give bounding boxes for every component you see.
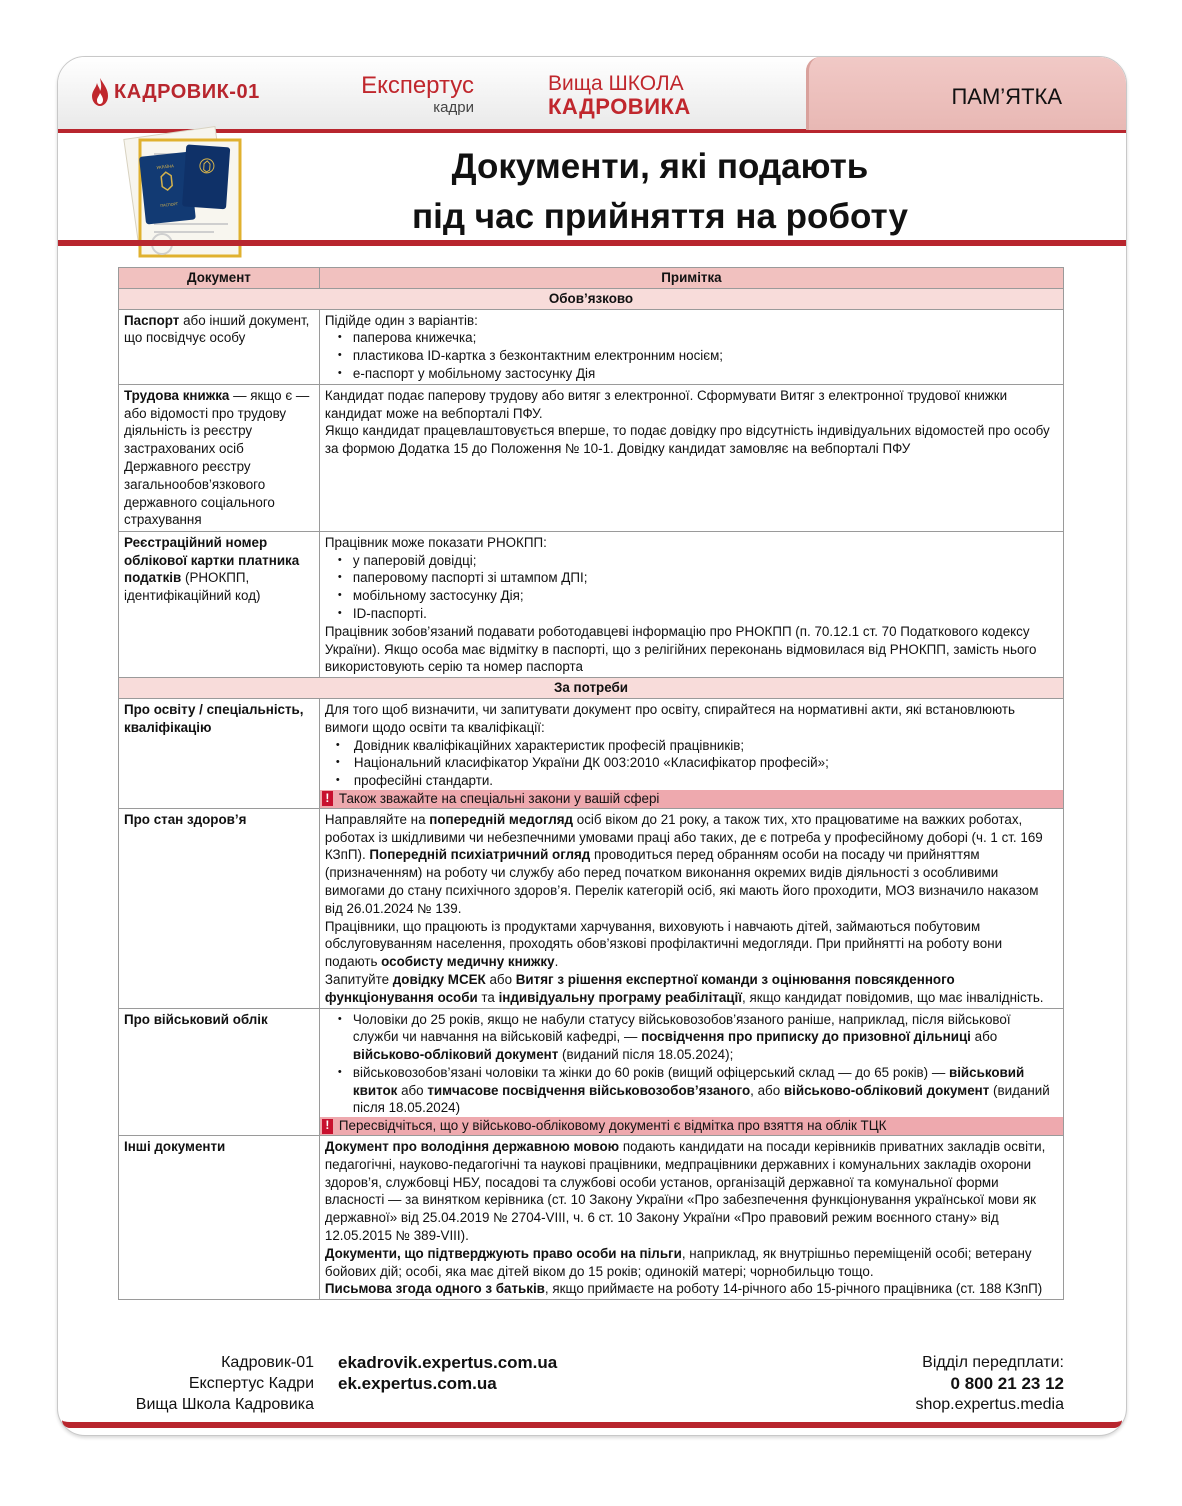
text-span: осіб віком до 21 року, а також тих, хто працюватиме на важких роботах, роботах із шкідливими чи небезпечними умовами праці або таких, де є потреба у професійному доборі (ч. 1 ст. 169 КЗпП). <box>324 811 1043 863</box>
text-span: проводиться перед обранням особи на посаду чи прийняттям (призначенням) на роботу чи службу або перед початком виконання окремих видів діяльності з особливими вимогами до стану психічного здоров’я. Перелік категорій осіб, які мають його проходити, МОЗ визначило наказом від 26.01.2024 № 139. <box>324 847 1039 916</box>
text-span-bold: Письмова згода одного з батьків <box>324 1281 545 1297</box>
text-span: (виданий після 18.05.2024) <box>352 1082 1050 1116</box>
note-paragraph: Якщо кандидат працевлаштовується вперше, то подає довідку про відсутність індивідуальних відомостей про особу за формою Додатка 15 до Положення № 10-1. Довідку кандидат замовляє на вебпорталі ПФУ <box>324 423 1050 457</box>
table-row-military <box>119 1008 1064 1136</box>
title-rule <box>58 240 1126 246</box>
text-span-bold: Документ про володіння державною мовою <box>324 1139 620 1155</box>
note-cell-workbook <box>319 384 1063 531</box>
section-row-optional <box>119 678 1064 699</box>
text-span-bold: тимчасове посвідчення військовозобов’язаного <box>427 1082 751 1098</box>
note-paragraph <box>325 1280 1058 1298</box>
text-span: . <box>554 954 559 970</box>
note-cell-military <box>319 1008 1063 1136</box>
logo2-line1: Експертус <box>361 72 474 99</box>
section-title-optional: За потреби <box>119 678 1064 699</box>
logo2-line2: кадри <box>433 99 474 116</box>
note-paragraph <box>325 918 1058 971</box>
text-span: (виданий після 18.05.2024); <box>558 1047 734 1063</box>
note-cell-education <box>319 698 1063 808</box>
list-item: • професійні стандарти. <box>335 772 1058 790</box>
text-span: , якщо приймаєте на роботу 14-річного або 15-річного працівника (ст. 188 КЗпП) <box>544 1281 1043 1297</box>
text-span-bold: військово-обліковий документ <box>352 1047 559 1063</box>
text-span-bold: індивідуальну програму реабілітації <box>498 989 743 1005</box>
doc-name-rest: або інший документ, що посвідчує особу <box>124 312 310 346</box>
table-row-passport <box>119 309 1064 384</box>
text-span: , якщо кандидат повідомив, що має інвалідність. <box>742 989 1044 1005</box>
svg-text:ПАСПОРТ: ПАСПОРТ <box>160 202 179 208</box>
doc-name-bold: Паспорт <box>124 312 180 328</box>
list-item: • у паперовій довідці; <box>337 552 1058 570</box>
doc-cell-rnokpp <box>119 531 320 677</box>
text-span: або <box>485 971 516 987</box>
text-span-bold: довідку МСЕК <box>392 971 486 987</box>
text-span-bold: Витяг з рішення експертної команди з оцінювання повсякденного функціонування особи <box>324 971 955 1005</box>
footer-links <box>338 1352 557 1394</box>
text-span: та <box>477 989 499 1005</box>
text-span-bold: посвідчення про приписку до призовної дільниці <box>641 1029 971 1045</box>
table-row-other <box>119 1136 1064 1300</box>
note-paragraph <box>325 1138 1058 1245</box>
doc-cell-passport <box>119 309 320 384</box>
footer-link-ek[interactable]: ek.expertus.com.ua <box>338 1374 497 1393</box>
footer-pub-3: Вища Школа Кадровика <box>135 1396 314 1413</box>
bottom-rule <box>62 1420 1122 1428</box>
rnokpp-sources-list <box>325 552 1058 623</box>
footer-pub-1: Кадровик-01 <box>221 1354 314 1371</box>
warning-text: Пересвідчіться, що у військово-обліковому документі є відмітка про взяття на облік ТЦК <box>338 1118 887 1134</box>
text-span: Працівники, що працюють із продуктами харчування, виховують і навчають дітей, займаються побутовим обслуговуванням населення, проходять обов’язкові профілактичні медогляди. При прийнятті на роботу вони подають <box>324 918 1003 970</box>
note-paragraph: Кандидат подає паперову трудову або витяг з електронної. Сформувати Витяг з електронної трудової книжки кандидат може на вебпорталі ПФУ. <box>324 387 1008 421</box>
note-cell-passport <box>319 309 1063 384</box>
exclamation-icon: ! <box>322 791 333 806</box>
list-item: • е-паспорт у мобільному застосунку Дія <box>337 365 1058 383</box>
list-item: • паперовому паспорті зі штампом ДПІ; <box>337 569 1058 587</box>
table-row-workbook <box>119 384 1064 531</box>
text-span: військовозобов’язані чоловіки та жінки до 60 років (вищий офіцерський склад — до 65 років) — <box>352 1064 949 1080</box>
warning-text: Також зважайте на спеціальні закони у вашій сфері <box>338 790 660 806</box>
doc-name-bold: Трудова книжка <box>124 387 230 403</box>
note-paragraph <box>325 1245 1058 1281</box>
list-item <box>337 1011 1058 1064</box>
text-span-bold: особисту медичну книжку <box>381 954 555 970</box>
text-span: Направляйте на <box>324 811 430 827</box>
logo3-line2: КАДРОВИКА <box>548 94 691 119</box>
table-row-education <box>119 698 1064 808</box>
footer-subscription-label: Відділ передплати: <box>922 1354 1064 1371</box>
memo-tab-label: ПАМ’ЯТКА <box>951 84 1062 109</box>
doc-cell-other: Інші документи <box>119 1136 320 1300</box>
doc-cell-health: Про стан здоров’я <box>119 808 320 1008</box>
list-item: • пластикова ID-картка з безконтактним електронним носієм; <box>337 347 1058 365</box>
kadrovik-logo[interactable] <box>90 74 260 110</box>
footer-shop-link[interactable]: shop.expertus.media <box>915 1396 1064 1413</box>
note-cell-rnokpp <box>319 531 1063 677</box>
footer-pub-2: Експертус Кадри <box>188 1375 314 1392</box>
text-span-bold: Попередній психіатричний огляд <box>369 847 591 863</box>
table-row-rnokpp <box>119 531 1064 677</box>
table-row-health <box>119 808 1064 1008</box>
documents-table <box>118 267 1064 1300</box>
svg-text:УКРАЇНА: УКРАЇНА <box>156 163 175 171</box>
note-intro: Підійде один з варіантів: <box>324 312 478 328</box>
note-intro: Для того щоб визначити, чи запитувати документ про освіту, спирайтеся на нормативні акти, які встановлюють вимоги щодо освіти та кваліфікації: <box>324 701 1015 735</box>
text-span: , або <box>750 1082 784 1098</box>
text-span: , наприклад, як внутрішньо переміщеній особі; ветерану бойових дій; особі, яка має дітей віком до 15 років; одинокій матері; чорнобильцю тощо. <box>324 1245 1032 1279</box>
column-header-document: Документ <box>119 268 320 289</box>
footer-publications <box>118 1352 314 1415</box>
doc-name-rest: (РНОКПП, ідентифікаційний код) <box>124 570 261 604</box>
table-header-row <box>119 268 1064 289</box>
list-item <box>337 1064 1058 1117</box>
expertus-logo[interactable] <box>350 72 474 116</box>
exclamation-icon: ! <box>322 1119 333 1134</box>
text-span-bold: попередній медогляд <box>429 811 574 827</box>
text-span: або <box>397 1082 428 1098</box>
page-title <box>330 142 990 242</box>
title-line1: Документи, які подають <box>451 147 869 186</box>
footer-link-ekadrovik[interactable]: ekadrovik.expertus.com.ua <box>338 1353 558 1372</box>
footer-subscription <box>800 1352 1064 1415</box>
note-paragraph <box>325 811 1058 918</box>
note-paragraph: Працівник зобов’язаний подавати роботодавцеві інформацію про РНОКПП (п. 70.12.1 ст. 70 Податкового кодексу України). Якщо особа має відмітку в паспорті, що з релігійних переконань відмовилася від РНОКПП, замість нього використовують серію та номер паспорта <box>324 623 1037 675</box>
memo-tab <box>806 57 1126 130</box>
text-span-bold: військовий квиток <box>352 1064 1025 1098</box>
note-cell-health <box>319 808 1063 1008</box>
column-header-note: Примітка <box>319 268 1063 289</box>
text-span: Запитуйте <box>324 971 393 987</box>
doc-cell-workbook <box>119 384 320 531</box>
doc-name-bold: Реєстраційний номер облікової картки платника податків <box>124 534 300 586</box>
text-span: Чоловіки до 25 років, якщо не набули статусу військовозобов’язаного раніше, наприклад, після військової служби чи навчання на військовій кафедрі, — <box>352 1011 1011 1045</box>
doc-cell-military: Про військовий облік <box>119 1008 320 1136</box>
flame-icon <box>90 77 110 107</box>
list-item: • Національний класифікатор України ДК 003:2010 «Класифікатор професій»; <box>335 754 1058 772</box>
doc-name-rest: — якщо є — або відомості про трудову діяльність із реєстру застрахованих осіб Державного реєстру загальнообов’язкового державного соціального страхування <box>124 387 310 528</box>
text-span: або <box>970 1029 998 1045</box>
school-logo[interactable] <box>548 73 691 119</box>
logo3-line1: Вища ШКОЛА <box>548 72 684 95</box>
note-cell-other <box>319 1136 1063 1300</box>
list-item: • паперова книжечка; <box>337 329 1058 347</box>
footer-phone[interactable]: 0 800 21 23 12 <box>950 1374 1064 1393</box>
list-item: • ID-паспорті. <box>337 605 1058 623</box>
text-span: подають кандидати на посади керівників приватних закладів освіти, педагогічні, науково-педагогічні та наукові працівники, медпрацівники державних і комунальних закладів охорони здоров’я, службовці НБУ, посадові та службові особи установ, організацій державної та комунальної форми власності — за винятком керівника (ст. 10 Закону України «Про забезпечення функціонування української мови як державної» від 25.04.2019 № 2704-VIII, ч. 6 ст. 10 Закону України «Про правовий режим воєнного стану» від 12.05.2015 № 389-VIII). <box>324 1139 1046 1244</box>
text-span-bold: військово-обліковий документ <box>783 1082 990 1098</box>
list-item: • Довідник кваліфікаційних характеристик професій працівників; <box>335 737 1058 755</box>
military-list <box>325 1011 1058 1118</box>
warning-banner <box>320 790 1063 808</box>
logo1-text: КАДРОВИК-01 <box>114 80 260 103</box>
title-line2: під час прийняття на роботу <box>411 197 908 236</box>
note-paragraph <box>325 971 1058 1007</box>
education-acts-list <box>325 737 1058 790</box>
section-row-mandatory <box>119 288 1064 309</box>
note-intro: Працівник може показати РНОКПП: <box>324 534 547 550</box>
doc-cell-education: Про освіту / спеціальність, кваліфікацію <box>119 698 320 808</box>
section-title-mandatory: Обов’язково <box>119 288 1064 309</box>
passport-options-list <box>325 329 1058 382</box>
warning-banner <box>320 1117 1063 1135</box>
text-span-bold: Документи, що підтверджують право особи на пільги <box>324 1245 682 1261</box>
list-item: • мобільному застосунку Дія; <box>337 587 1058 605</box>
